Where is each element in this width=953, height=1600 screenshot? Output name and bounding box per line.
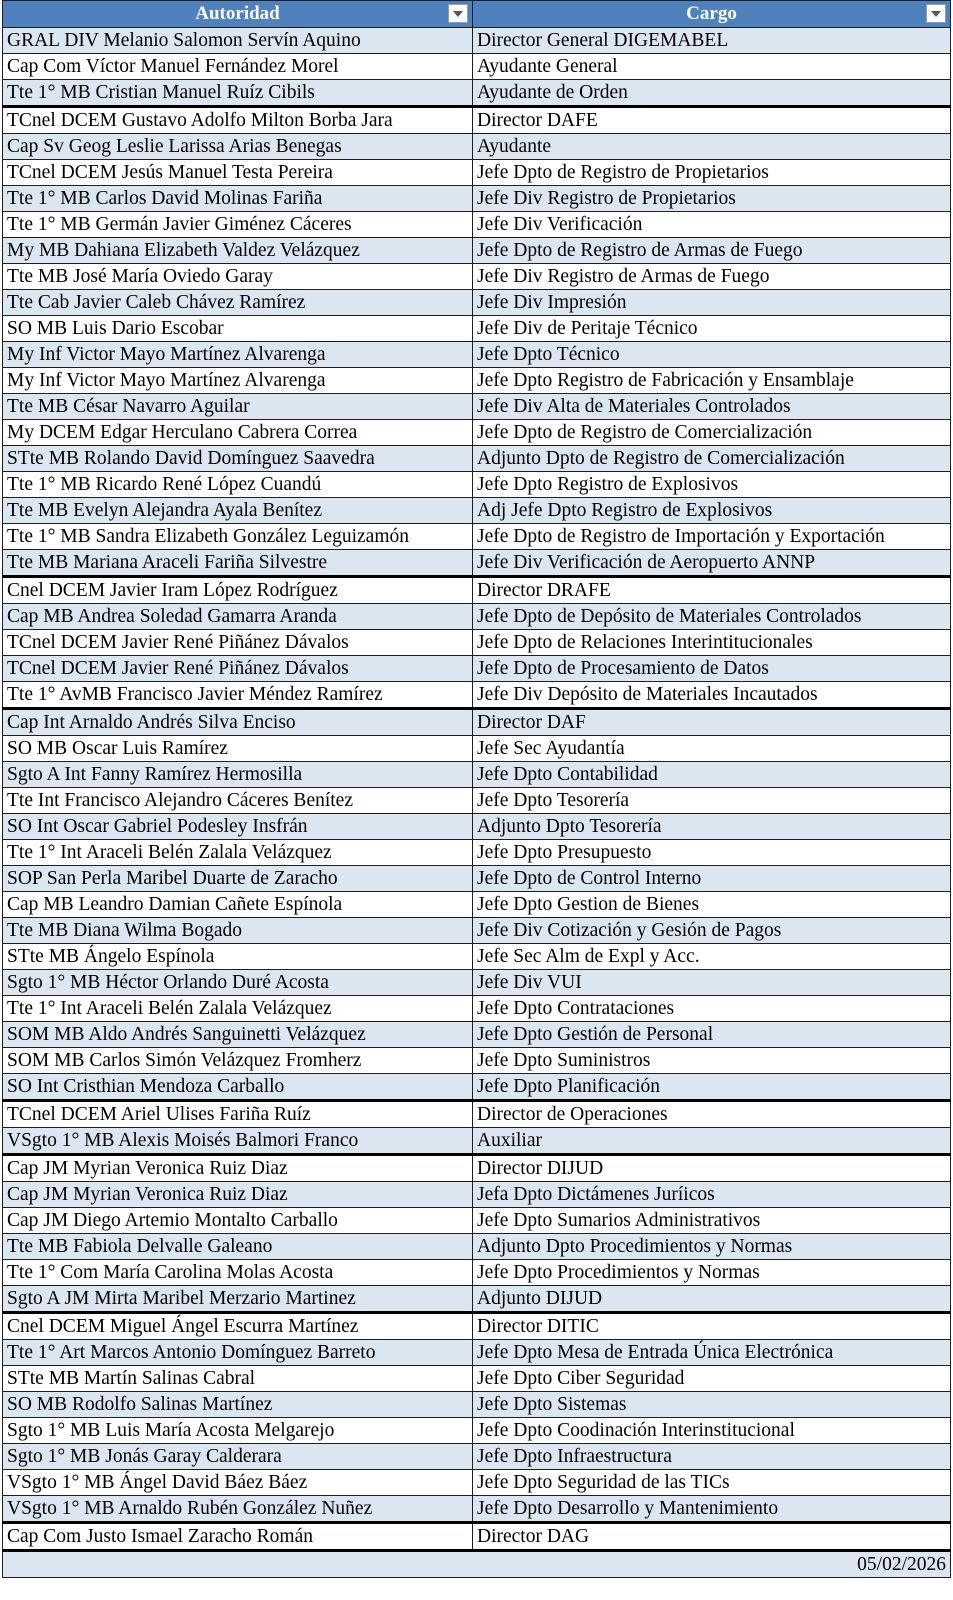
- cell-autoridad[interactable]: Tte MB Fabiola Delvalle Galeano: [3, 1234, 473, 1260]
- table-row: [3, 80, 951, 107]
- table-row: [3, 264, 951, 290]
- cell-cargo[interactable]: Director de Operaciones: [473, 1101, 951, 1128]
- table-row: [3, 709, 951, 736]
- column-header-cargo[interactable]: [473, 1, 951, 28]
- table-row: [3, 1260, 951, 1286]
- cell-cargo[interactable]: Jefe Dpto de Procesamiento de Datos: [473, 656, 951, 682]
- cell-cargo[interactable]: Director DITIC: [473, 1313, 951, 1340]
- cell-autoridad[interactable]: Cap JM Diego Artemio Montalto Carballo: [3, 1208, 473, 1234]
- table-row: [3, 134, 951, 160]
- cell-cargo[interactable]: Jefe Div Alta de Materiales Controlados: [473, 394, 951, 420]
- table-row: [3, 1313, 951, 1340]
- cell-autoridad[interactable]: Tte MB Evelyn Alejandra Ayala Benítez: [3, 498, 473, 524]
- table-row: [3, 1022, 951, 1048]
- cell-cargo[interactable]: Jefe Dpto Ciber Seguridad: [473, 1366, 951, 1392]
- cell-autoridad[interactable]: Tte 1° Art Marcos Antonio Domínguez Barreto: [3, 1340, 473, 1366]
- table-row: [3, 656, 951, 682]
- cell-cargo[interactable]: Jefe Dpto de Registro de Comercialización: [473, 420, 951, 446]
- table-row: [3, 814, 951, 840]
- cell-cargo[interactable]: Director DAG: [473, 1523, 951, 1551]
- cell-autoridad[interactable]: STte MB Ángelo Espínola: [3, 944, 473, 970]
- cell-autoridad[interactable]: VSgto 1° MB Arnaldo Rubén González Nuñez: [3, 1496, 473, 1523]
- table-row: [3, 212, 951, 238]
- cell-autoridad[interactable]: STte MB Martín Salinas Cabral: [3, 1366, 473, 1392]
- table-row: [3, 107, 951, 134]
- chevron-down-icon: [453, 11, 463, 17]
- table-row: [3, 918, 951, 944]
- cell-cargo[interactable]: Jefe Dpto Tesorería: [473, 788, 951, 814]
- cell-cargo[interactable]: Ayudante: [473, 134, 951, 160]
- cell-autoridad[interactable]: Tte MB Mariana Araceli Fariña Silvestre: [3, 550, 473, 577]
- cell-cargo[interactable]: Jefe Dpto Presupuesto: [473, 840, 951, 866]
- cell-autoridad[interactable]: TCnel DCEM Javier René Piñánez Dávalos: [3, 630, 473, 656]
- cell-cargo[interactable]: Director General DIGEMABEL: [473, 28, 951, 54]
- cell-autoridad[interactable]: Tte 1° MB Sandra Elizabeth González Leguizamón: [3, 524, 473, 550]
- cell-autoridad[interactable]: Sgto A Int Fanny Ramírez Hermosilla: [3, 762, 473, 788]
- cell-cargo[interactable]: Jefe Dpto Sistemas: [473, 1392, 951, 1418]
- cell-autoridad[interactable]: Sgto 1° MB Héctor Orlando Duré Acosta: [3, 970, 473, 996]
- cell-autoridad[interactable]: TCnel DCEM Jesús Manuel Testa Pereira: [3, 160, 473, 186]
- table-row: [3, 1392, 951, 1418]
- cell-autoridad[interactable]: Tte MB José María Oviedo Garay: [3, 264, 473, 290]
- cell-autoridad[interactable]: TCnel DCEM Ariel Ulises Fariña Ruíz: [3, 1101, 473, 1128]
- cell-autoridad[interactable]: STte MB Rolando David Domínguez Saavedra: [3, 446, 473, 472]
- table-row: [3, 604, 951, 630]
- cell-cargo[interactable]: Adjunto Dpto de Registro de Comercialización: [473, 446, 951, 472]
- cell-cargo[interactable]: Jefe Dpto Planificación: [473, 1074, 951, 1101]
- table-row: [3, 1074, 951, 1101]
- table-row: [3, 316, 951, 342]
- cell-cargo[interactable]: Ayudante General: [473, 54, 951, 80]
- cell-autoridad[interactable]: Tte 1° Int Araceli Belén Zalala Velázquez: [3, 996, 473, 1022]
- cell-autoridad[interactable]: Cap Com Víctor Manuel Fernández Morel: [3, 54, 473, 80]
- table-row: [3, 186, 951, 212]
- table-row: [3, 577, 951, 604]
- table-row: [3, 630, 951, 656]
- spreadsheet-table: [2, 0, 950, 1578]
- column-header-label: Cargo: [686, 3, 737, 24]
- footer-row: [3, 1551, 951, 1578]
- table-row: [3, 1444, 951, 1470]
- cell-cargo[interactable]: Jefe Dpto de Registro de Propietarios: [473, 160, 951, 186]
- cell-autoridad[interactable]: Tte Int Francisco Alejandro Cáceres Benítez: [3, 788, 473, 814]
- table-row: [3, 762, 951, 788]
- cell-autoridad[interactable]: Tte 1° MB Carlos David Molinas Fariña: [3, 186, 473, 212]
- cell-cargo[interactable]: Jefe Dpto Registro de Explosivos: [473, 472, 951, 498]
- cell-autoridad[interactable]: Sgto A JM Mirta Maribel Merzario Martinez: [3, 1286, 473, 1313]
- table-row: [3, 1286, 951, 1313]
- table-row: [3, 238, 951, 264]
- cell-autoridad[interactable]: Sgto 1° MB Luis María Acosta Melgarejo: [3, 1418, 473, 1444]
- cell-autoridad[interactable]: Tte Cab Javier Caleb Chávez Ramírez: [3, 290, 473, 316]
- cell-autoridad[interactable]: Cap JM Myrian Veronica Ruiz Diaz: [3, 1155, 473, 1182]
- table-row: [3, 550, 951, 577]
- cell-cargo[interactable]: Jefe Dpto de Depósito de Materiales Controlados: [473, 604, 951, 630]
- table-row: [3, 996, 951, 1022]
- table-row: [3, 290, 951, 316]
- cell-autoridad[interactable]: SO MB Rodolfo Salinas Martínez: [3, 1392, 473, 1418]
- table-row: [3, 1208, 951, 1234]
- table-row: [3, 892, 951, 918]
- table-row: [3, 472, 951, 498]
- cell-autoridad[interactable]: Cap JM Myrian Veronica Ruiz Diaz: [3, 1182, 473, 1208]
- cell-cargo[interactable]: Jefe Dpto Gestión de Personal: [473, 1022, 951, 1048]
- cell-autoridad[interactable]: SOM MB Aldo Andrés Sanguinetti Velázquez: [3, 1022, 473, 1048]
- cell-cargo[interactable]: Jefe Dpto de Registro de Armas de Fuego: [473, 238, 951, 264]
- table-row: [3, 1340, 951, 1366]
- cell-autoridad[interactable]: Tte 1° MB Germán Javier Giménez Cáceres: [3, 212, 473, 238]
- cell-cargo[interactable]: Jefe Div Registro de Armas de Fuego: [473, 264, 951, 290]
- table-row: [3, 1470, 951, 1496]
- cell-autoridad[interactable]: My DCEM Edgar Herculano Cabrera Correa: [3, 420, 473, 446]
- cell-cargo[interactable]: Jefe Dpto de Relaciones Interintitucionales: [473, 630, 951, 656]
- table-row: [3, 1496, 951, 1523]
- header-row: [3, 1, 951, 28]
- table-row: [3, 1128, 951, 1155]
- cell-autoridad[interactable]: My MB Dahiana Elizabeth Valdez Velázquez: [3, 238, 473, 264]
- cell-cargo[interactable]: Jefe Dpto Coodinación Interinstitucional: [473, 1418, 951, 1444]
- column-header-label: Autoridad: [195, 3, 280, 24]
- cell-cargo[interactable]: Jefe Dpto Sumarios Administrativos: [473, 1208, 951, 1234]
- table-row: [3, 498, 951, 524]
- column-header-autoridad[interactable]: [3, 1, 473, 28]
- table-row: [3, 54, 951, 80]
- cell-autoridad[interactable]: TCnel DCEM Javier René Piñánez Dávalos: [3, 656, 473, 682]
- cell-autoridad[interactable]: Cap Com Justo Ismael Zaracho Román: [3, 1523, 473, 1551]
- table-row: [3, 342, 951, 368]
- cell-cargo[interactable]: Adjunto DIJUD: [473, 1286, 951, 1313]
- chevron-down-icon: [931, 11, 941, 17]
- table-row: [3, 1523, 951, 1551]
- cell-cargo[interactable]: Jefe Div Depósito de Materiales Incautados: [473, 682, 951, 709]
- cell-cargo[interactable]: Jefe Dpto Gestion de Bienes: [473, 892, 951, 918]
- cell-autoridad[interactable]: GRAL DIV Melanio Salomon Servín Aquino: [3, 28, 473, 54]
- table-row: [3, 524, 951, 550]
- cell-cargo[interactable]: Jefe Div VUI: [473, 970, 951, 996]
- cell-autoridad[interactable]: SO Int Oscar Gabriel Podesley Insfrán: [3, 814, 473, 840]
- table-row: [3, 446, 951, 472]
- cell-autoridad[interactable]: Sgto 1° MB Jonás Garay Calderara: [3, 1444, 473, 1470]
- table-row: [3, 394, 951, 420]
- table-row: [3, 788, 951, 814]
- cell-cargo[interactable]: Jefe Dpto de Control Interno: [473, 866, 951, 892]
- table-row: [3, 1234, 951, 1260]
- cell-autoridad[interactable]: Tte 1° Com María Carolina Molas Acosta: [3, 1260, 473, 1286]
- table-row: [3, 1048, 951, 1074]
- cell-autoridad[interactable]: Tte MB César Navarro Aguilar: [3, 394, 473, 420]
- table-row: [3, 420, 951, 446]
- cell-cargo[interactable]: Jefe Div Impresión: [473, 290, 951, 316]
- cell-autoridad[interactable]: SOP San Perla Maribel Duarte de Zaracho: [3, 866, 473, 892]
- cell-autoridad[interactable]: Cap MB Leandro Damian Cañete Espínola: [3, 892, 473, 918]
- table-row: [3, 1418, 951, 1444]
- table-row: [3, 682, 951, 709]
- cell-cargo[interactable]: Jefe Div Verificación: [473, 212, 951, 238]
- cell-cargo[interactable]: Ayudante de Orden: [473, 80, 951, 107]
- table-row: [3, 1101, 951, 1128]
- cell-cargo[interactable]: Jefe Dpto de Registro de Importación y Exportación: [473, 524, 951, 550]
- cell-autoridad[interactable]: My Inf Victor Mayo Martínez Alvarenga: [3, 342, 473, 368]
- cell-cargo[interactable]: Jefe Dpto Contrataciones: [473, 996, 951, 1022]
- cell-cargo[interactable]: Jefe Dpto Registro de Fabricación y Ensamblaje: [473, 368, 951, 394]
- cell-autoridad[interactable]: SO Int Cristhian Mendoza Carballo: [3, 1074, 473, 1101]
- footer-date: 05/02/2026: [3, 1551, 951, 1578]
- cell-autoridad[interactable]: Cap Sv Geog Leslie Larissa Arias Benegas: [3, 134, 473, 160]
- cell-cargo[interactable]: Director DAFE: [473, 107, 951, 134]
- table-row: [3, 840, 951, 866]
- cell-autoridad[interactable]: Tte 1° MB Cristian Manuel Ruíz Cibils: [3, 80, 473, 107]
- cell-cargo[interactable]: Adjunto Dpto Procedimientos y Normas: [473, 1234, 951, 1260]
- cell-autoridad[interactable]: Cap Int Arnaldo Andrés Silva Enciso: [3, 709, 473, 736]
- table-row: [3, 160, 951, 186]
- cell-cargo[interactable]: Jefe Dpto Suministros: [473, 1048, 951, 1074]
- cell-cargo[interactable]: Jefe Dpto Técnico: [473, 342, 951, 368]
- cell-autoridad[interactable]: SO MB Luis Dario Escobar: [3, 316, 473, 342]
- cell-cargo[interactable]: Director DIJUD: [473, 1155, 951, 1182]
- cell-cargo[interactable]: Jefe Dpto Contabilidad: [473, 762, 951, 788]
- filter-dropdown-autoridad[interactable]: [448, 4, 468, 23]
- cell-cargo[interactable]: Director DAF: [473, 709, 951, 736]
- table-row: [3, 970, 951, 996]
- cell-autoridad[interactable]: Cnel DCEM Javier Iram López Rodríguez: [3, 577, 473, 604]
- cell-cargo[interactable]: Jefe Sec Ayudantía: [473, 736, 951, 762]
- cell-autoridad[interactable]: VSgto 1° MB Alexis Moisés Balmori Franco: [3, 1128, 473, 1155]
- cell-autoridad[interactable]: Cnel DCEM Miguel Ángel Escurra Martínez: [3, 1313, 473, 1340]
- table-row: [3, 1182, 951, 1208]
- cell-cargo[interactable]: Director DRAFE: [473, 577, 951, 604]
- cell-cargo[interactable]: Jefe Dpto Mesa de Entrada Única Electrónica: [473, 1340, 951, 1366]
- table-row: [3, 1155, 951, 1182]
- cell-cargo[interactable]: Jefe Div Registro de Propietarios: [473, 186, 951, 212]
- table-row: [3, 736, 951, 762]
- cell-autoridad[interactable]: Tte 1° Int Araceli Belén Zalala Velázquez: [3, 840, 473, 866]
- cell-cargo[interactable]: Adj Jefe Dpto Registro de Explosivos: [473, 498, 951, 524]
- cell-autoridad[interactable]: TCnel DCEM Gustavo Adolfo Milton Borba Jara: [3, 107, 473, 134]
- cell-cargo[interactable]: Jefe Div Cotización y Gesión de Pagos: [473, 918, 951, 944]
- cell-cargo[interactable]: Jefe Sec Alm de Expl y Acc.: [473, 944, 951, 970]
- table-row: [3, 368, 951, 394]
- cell-autoridad[interactable]: VSgto 1° MB Ángel David Báez Báez: [3, 1470, 473, 1496]
- cell-autoridad[interactable]: SO MB Oscar Luis Ramírez: [3, 736, 473, 762]
- cell-cargo[interactable]: Jefe Dpto Procedimientos y Normas: [473, 1260, 951, 1286]
- cell-autoridad[interactable]: Tte 1° MB Ricardo René López Cuandú: [3, 472, 473, 498]
- cell-cargo[interactable]: Jefe Div Verificación de Aeropuerto ANNP: [473, 550, 951, 577]
- table-row: [3, 944, 951, 970]
- filter-dropdown-cargo[interactable]: [926, 4, 946, 23]
- table-row: [3, 28, 951, 54]
- cell-autoridad[interactable]: Tte MB Diana Wilma Bogado: [3, 918, 473, 944]
- cell-autoridad[interactable]: Cap MB Andrea Soledad Gamarra Aranda: [3, 604, 473, 630]
- table-row: [3, 1366, 951, 1392]
- cell-cargo[interactable]: Adjunto Dpto Tesorería: [473, 814, 951, 840]
- cell-autoridad[interactable]: Tte 1° AvMB Francisco Javier Méndez Ramírez: [3, 682, 473, 709]
- table-row: [3, 866, 951, 892]
- cell-cargo[interactable]: Jefe Div de Peritaje Técnico: [473, 316, 951, 342]
- cell-cargo[interactable]: Jefe Dpto Desarrollo y Mantenimiento: [473, 1496, 951, 1523]
- cell-autoridad[interactable]: SOM MB Carlos Simón Velázquez Fromherz: [3, 1048, 473, 1074]
- cell-cargo[interactable]: Auxiliar: [473, 1128, 951, 1155]
- authorities-table: [2, 0, 951, 1578]
- cell-autoridad[interactable]: My Inf Victor Mayo Martínez Alvarenga: [3, 368, 473, 394]
- cell-cargo[interactable]: Jefe Dpto Infraestructura: [473, 1444, 951, 1470]
- cell-cargo[interactable]: Jefa Dpto Dictámenes Juríicos: [473, 1182, 951, 1208]
- table-body: [3, 28, 951, 1551]
- cell-cargo[interactable]: Jefe Dpto Seguridad de las TICs: [473, 1470, 951, 1496]
